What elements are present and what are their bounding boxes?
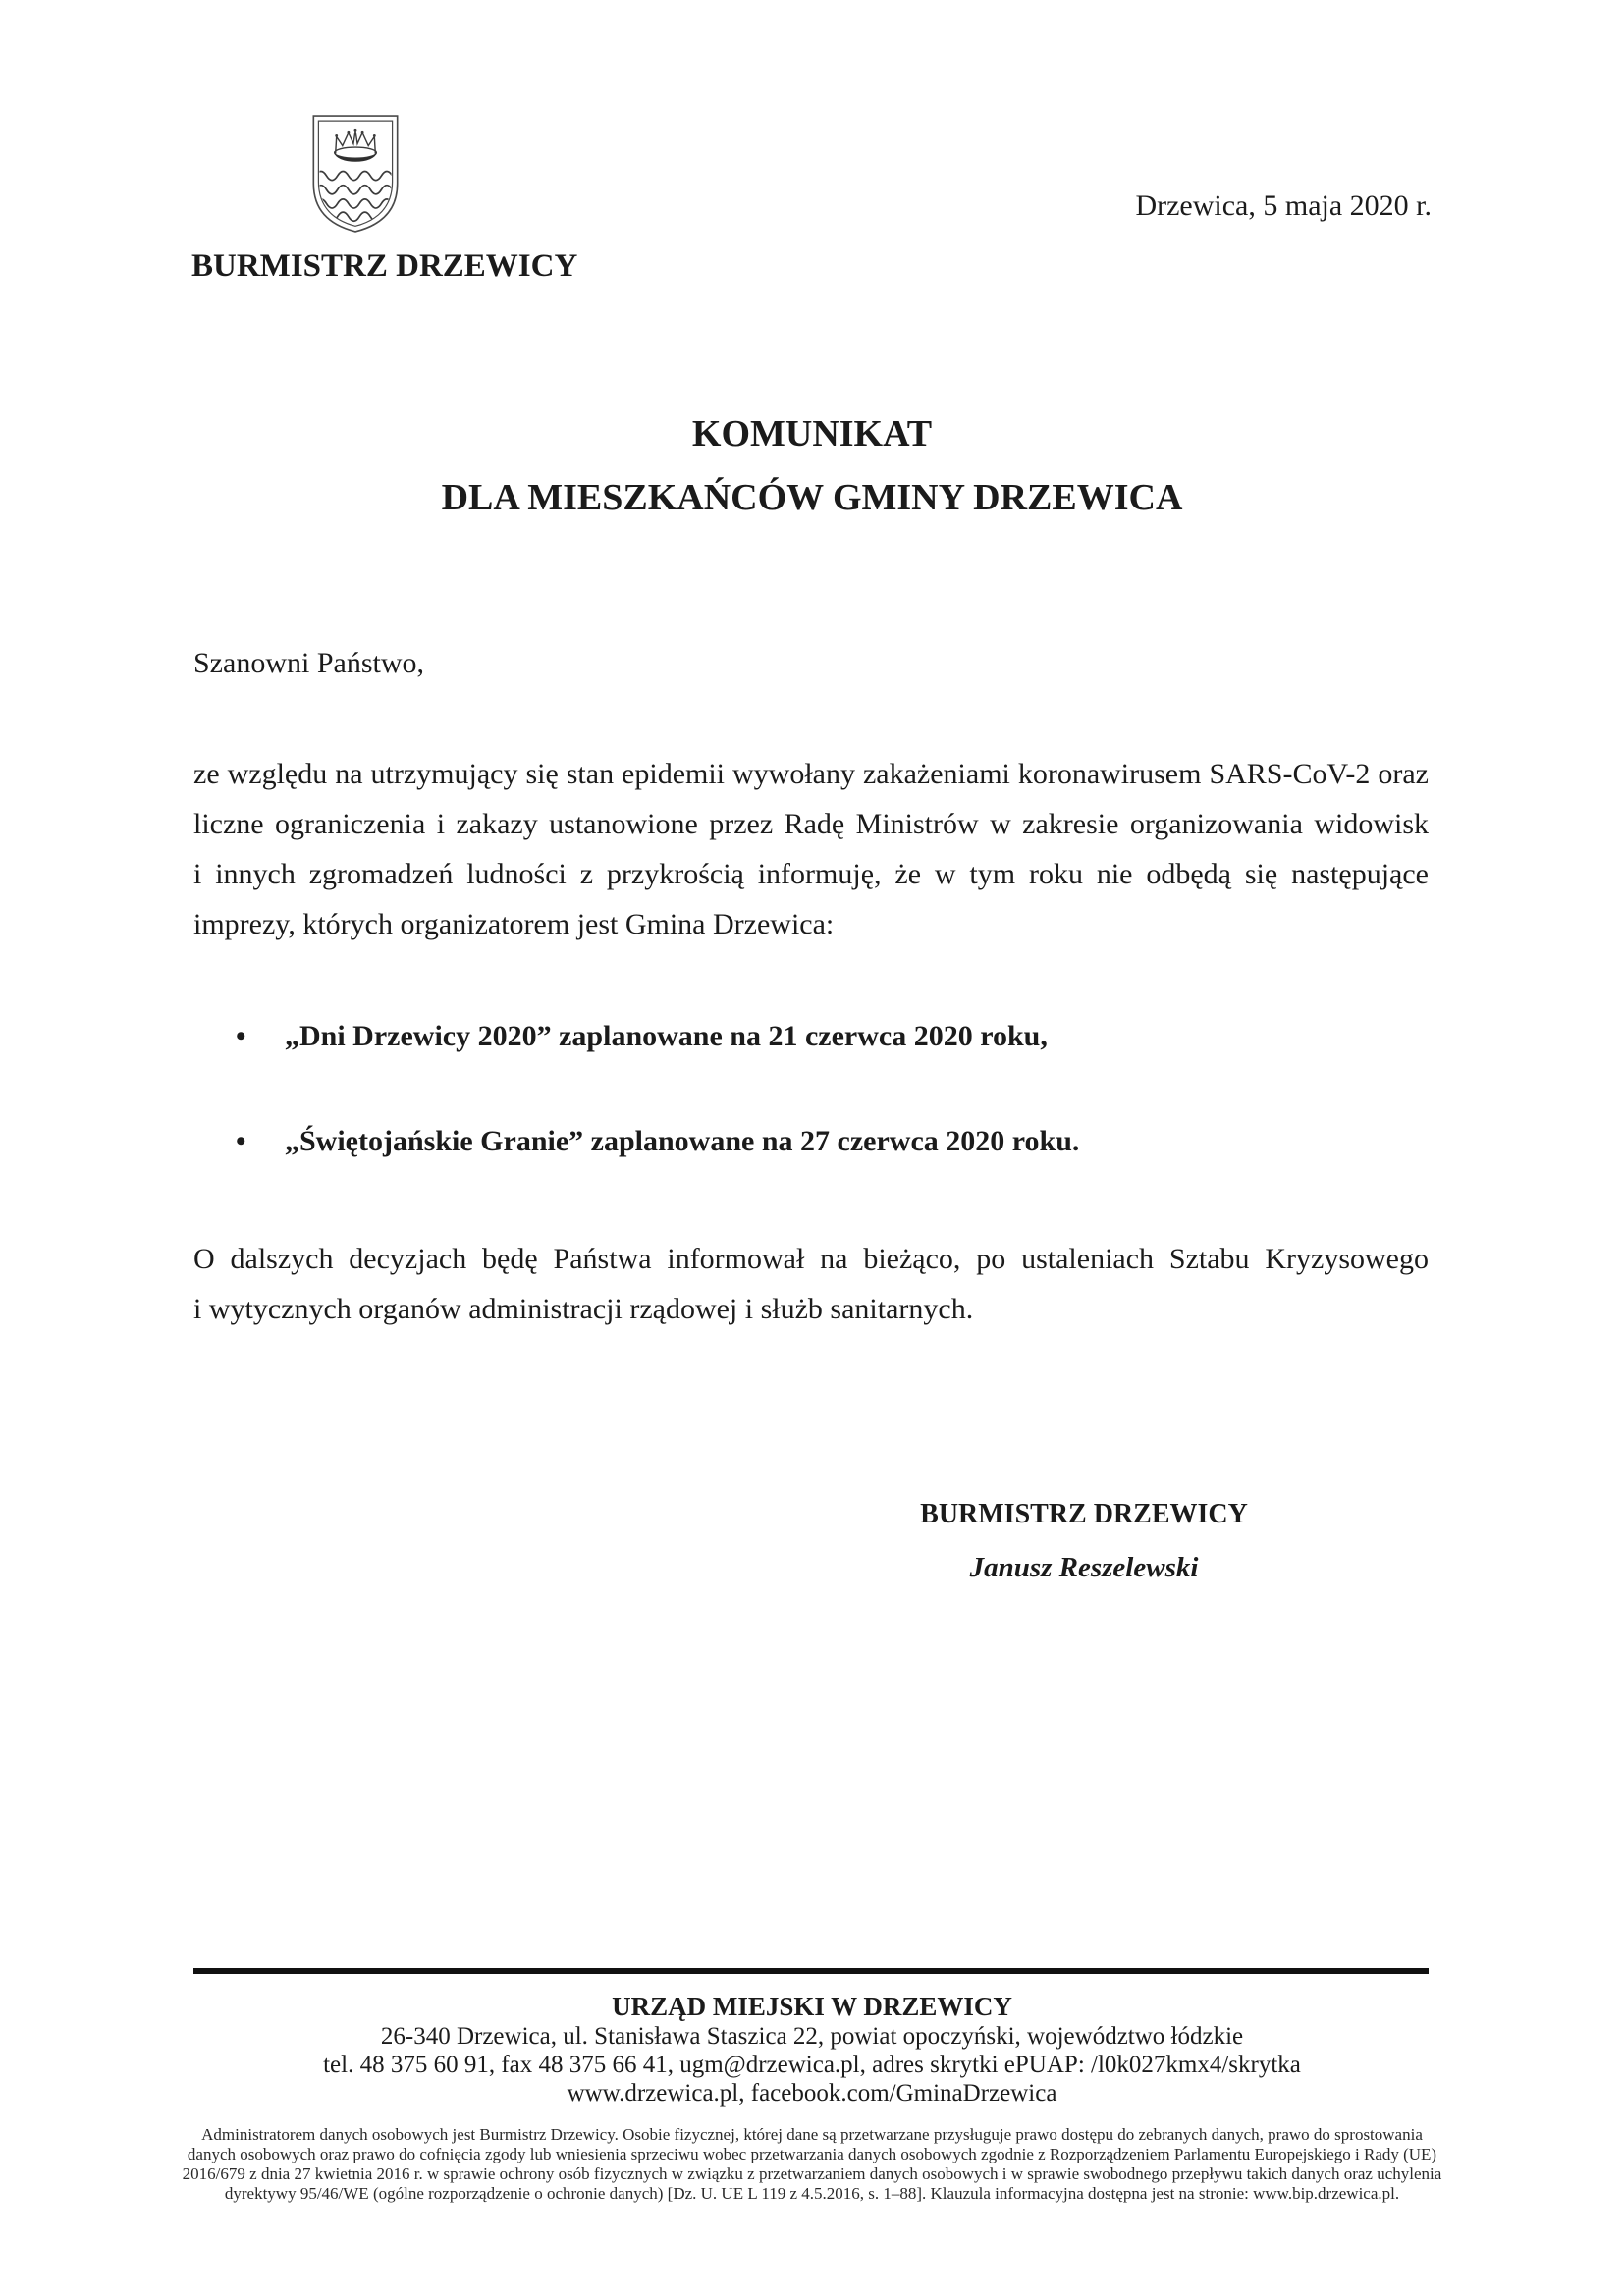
- bullet-text: „Świętojańskie Granie” zaplanowane na 27 czerwca 2020 roku.: [285, 1125, 1080, 1157]
- document-subtitle: DLA MIESZKAŃCÓW GMINY DRZEWICA: [441, 477, 1183, 518]
- footer-address: 26-340 Drzewica, ul. Stanisława Staszica 22, powiat opoczyński, województwo łódzkie: [380, 2023, 1244, 2050]
- fine-print: [125, 2125, 1499, 2204]
- paragraph-2: [193, 1234, 1429, 1334]
- paragraph-line: imprezy, których organizatorem jest Gmina Drzewica:: [193, 908, 835, 940]
- paragraph-line: O dalszych decyzjach będę Państwa informował na bieżąco, po ustaleniach Sztabu Kryzysowego: [193, 1243, 1429, 1275]
- bullet-text: „Dni Drzewicy 2020” zaplanowane na 21 czerwca 2020 roku,: [285, 1020, 1048, 1052]
- footer-contact: tel. 48 375 60 91, fax 48 375 66 41, ugm@drzewica.pl, adres skrytki ePUAP: /l0k027kmx4/skrytka: [323, 2052, 1301, 2078]
- document-title-block: [0, 402, 1624, 530]
- fine-print-line: danych osobowych oraz prawo do cofnięcia zgody lub wniesienia sprzeciwu wobec przetwarzania danych osobowych zgodnie z Rozporządzeniem Parlamentu Europejskiego i Rady (UE): [187, 2145, 1437, 2163]
- signature-title: BURMISTRZ DRZEWICY: [920, 1499, 1248, 1529]
- place-date: Drzewica, 5 maja 2020 r.: [1135, 189, 1432, 222]
- fine-print-line: dyrektywy 95/46/WE (ogólne rozporządzenie o ochronie danych) [Dz. U. UE L 119 z 4.5.2016, s. 1–88]. Klauzula informacyjna dostępna jest na stronie: www.bip.drzewica.pl.: [224, 2184, 1400, 2203]
- document-title: KOMUNIKAT: [691, 413, 933, 454]
- paragraph-line: ze względu na utrzymujący się stan epidemii wywołany zakażeniami koronawirusem SARS-CoV-2 oraz: [193, 758, 1429, 790]
- footer-web: www.drzewica.pl, facebook.com/GminaDrzewica: [567, 2080, 1057, 2107]
- footer-block: [0, 1991, 1624, 2108]
- salutation: Szanowni Państwo,: [193, 647, 424, 679]
- list-item: [193, 1011, 1429, 1061]
- paragraph-line: i wytycznych organów administracji rządowej i służb sanitarnych.: [193, 1293, 974, 1325]
- footer-rule: [193, 1968, 1429, 1974]
- bullet-icon: •: [236, 1125, 246, 1157]
- signature-block: [804, 1487, 1364, 1595]
- sender-title: BURMISTRZ DRZEWICY: [191, 248, 578, 284]
- bullet-icon: •: [236, 1020, 246, 1052]
- paragraph-1: [193, 749, 1429, 949]
- fine-print-line: 2016/679 z dnia 27 kwietnia 2016 r. w sprawie ochrony osób fizycznych w związku z przetwarzaniem danych osobowych i w sprawie swobodnego przepływu takich danych oraz uchylenia: [182, 2164, 1442, 2183]
- footer-office-name: URZĄD MIEJSKI W DRZEWICY: [612, 1992, 1012, 2021]
- fine-print-line: Administratorem danych osobowych jest Burmistrz Drzewicy. Osobie fizycznej, której dane są przetwarzane przysługuje prawo dostępu do zebranych danych, prawo do sprostowania: [201, 2125, 1423, 2144]
- paragraph-line: liczne ograniczenia i zakazy ustanowione przez Radę Ministrów w zakresie organizowania widowisk: [193, 808, 1429, 840]
- paragraph-line: i innych zgromadzeń ludności z przykrością informuję, że w tym roku nie odbędą się następujące: [193, 858, 1429, 890]
- signature-name: Janusz Reszelewski: [969, 1552, 1199, 1583]
- list-item: [193, 1116, 1429, 1166]
